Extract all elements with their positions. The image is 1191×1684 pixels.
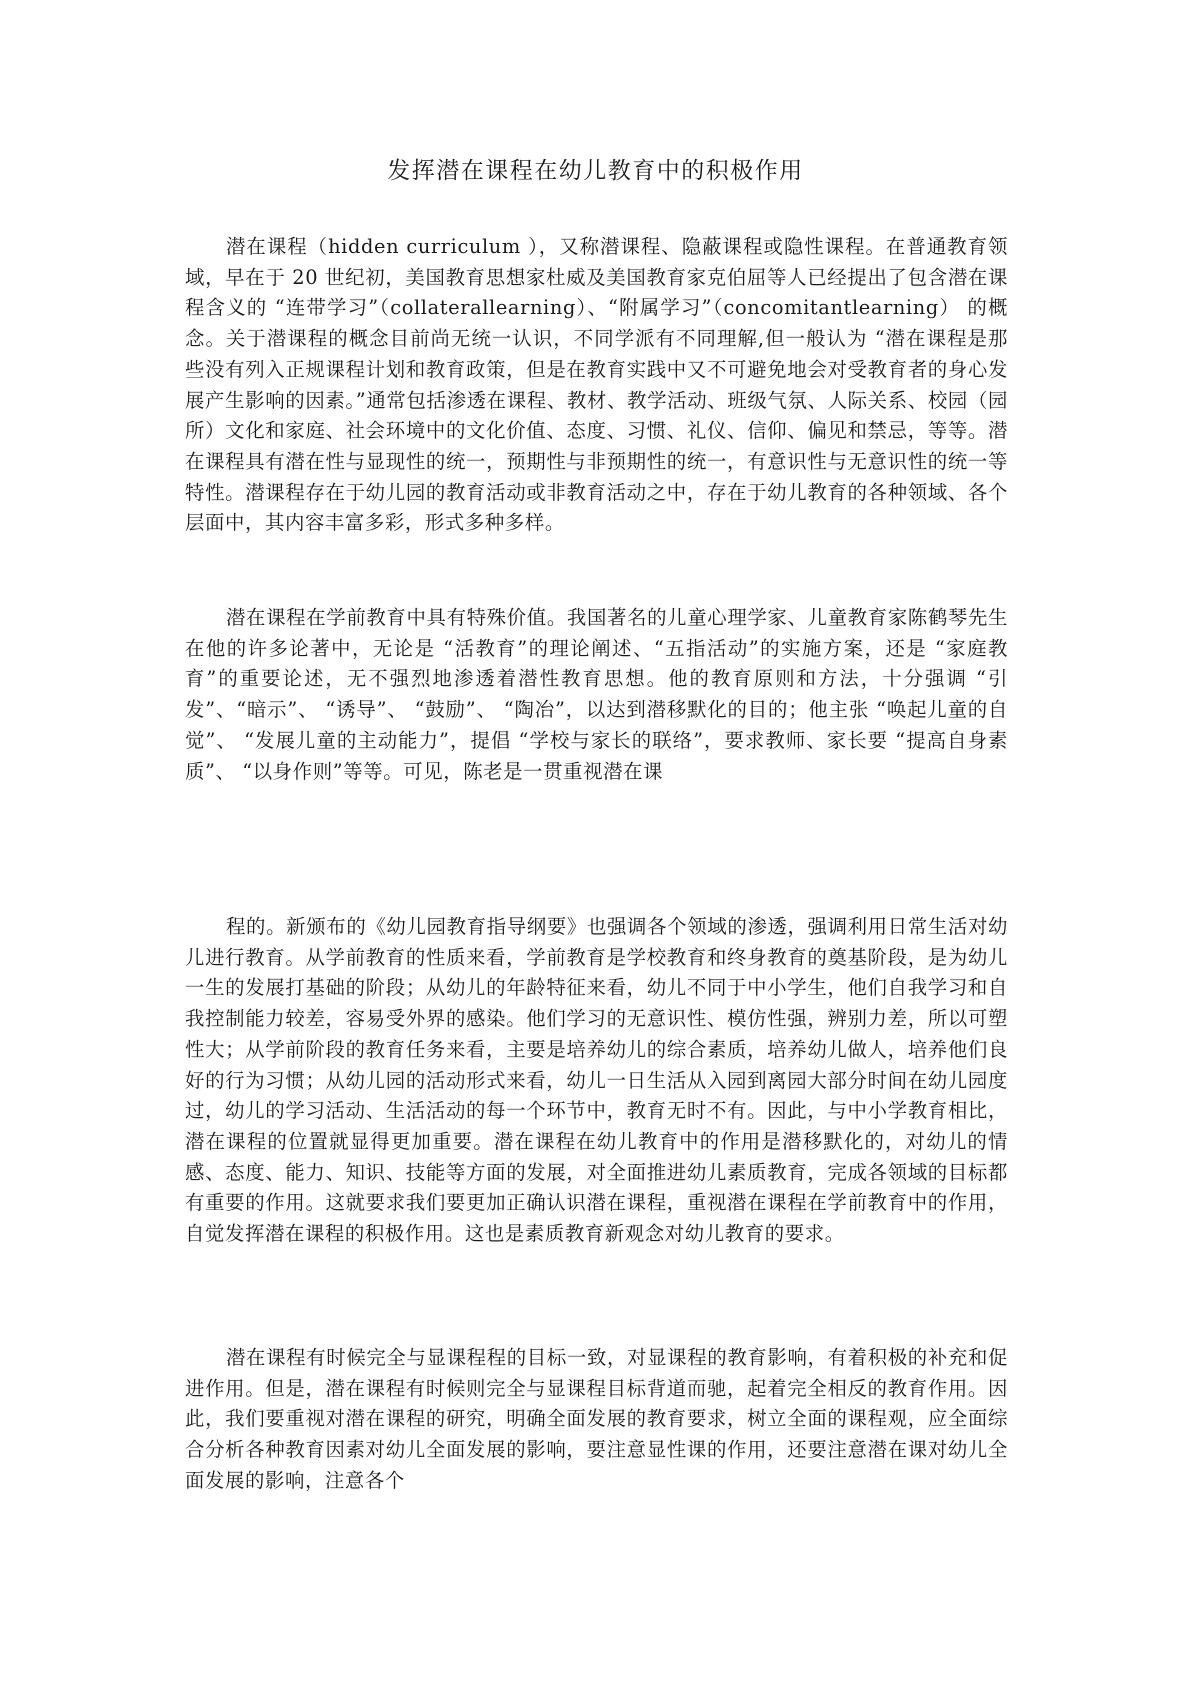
- paragraph: 潜在课程有时候完全与显课程程的目标一致，对显课程的教育影响，有着积极的补充和促进作用。但是，潜在课程有时候则完全与显课程目标背道而驰，起着完全相反的教育作用。因此，我们要重视对潜在课程的研究，明确全面发展的教育要求，树立全面的课程观，应全面综合分析各种教育因素对幼儿全面发展的影响，要注意显性课的作用，还要注意潜在课对幼儿全面发展的影响，注意各个: [185, 1346, 1008, 1492]
- document-title: 发挥潜在课程在幼儿教育中的积极作用: [387, 158, 804, 184]
- paragraph: 潜在课程在学前教育中具有特殊价值。我国著名的儿童心理学家、儿童教育家陈鹤琴先生在他的许多论著中，无论是 “活教育”的理论阐述、“五指活动”的实施方案，还是 “家庭教育”的重要论述，无不强烈地渗透着潜性教育思想。他的教育原则和方法，十分强调 “引发”、“暗示”、 “诱导”、 “鼓励”、 “陶冶”，以达到潜移默化的目的；他主张 “唤起儿童的自觉”、 “发展儿童的主动能力”，提倡 “学校与家长的联络”，要求教师、家长要 “提高自身素质”、 “以身作则”等等。可见，陈老是一贯重视潜在课: [185, 606, 1008, 783]
- paragraph: 程的。新颁布的《幼儿园教育指导纲要》也强调各个领域的渗透，强调利用日常生活对幼儿进行教育。从学前教育的性质来看，学前教育是学校教育和终身教育的奠基阶段，是为幼儿一生的发展打基础的阶段；从幼儿的年龄特征来看，幼儿不同于中小学生，他们自我学习和自我控制能力较差，容易受外界的感染。他们学习的无意识性、模仿性强，辨别力差，所以可塑性大；从学前阶段的教育任务来看，主要是培养幼儿的综合素质，培养幼儿做人，培养他们良好的行为习惯；从幼儿园的活动形式来看，幼儿一日生活从入园到离园大部分时间在幼儿园度过，幼儿的学习活动、生活活动的每一个环节中，教育无时不有。因此，与中小学教育相比，潜在课程的位置就显得更加重要。潜在课程在幼儿教育中的作用是潜移默化的，对幼儿的情感、态度、能力、知识、技能等方面的发展，对全面推进幼儿素质教育，完成各领域的目标都有重要的作用。这就要求我们要更加正确认识潜在课程，重视潜在课程在学前教育中的作用，自觉发挥潜在课程的积极作用。这也是素质教育新观念对幼儿教育的要求。: [185, 915, 1008, 1246]
- paragraph: 潜在课程（hidden curriculum ），又称潜课程、隐蔽课程或隐性课程。在普通教育领域，早在于 20 世纪初，美国教育思想家杜威及美国教育家克伯屈等人已经提出了包含潜在课程含义的 “连带学习”（collaterallearning）、“附属学习”（concomitantlearning） 的概念。关于潜课程的概念目前尚无统一认识，不同学派有不同理解,但一般认为 “潜在课程是那些没有列入正规课程计划和教育政策，但是在教育实践中又不可避免地会对受教育者的身心发展产生影响的因素。”通常包括渗透在课程、教材、教学活动、班级气氛、人际关系、校园（园所）文化和家庭、社会环境中的文化价值、态度、习惯、礼仪、信仰、偏见和禁忌，等等。潜在课程具有潜在性与显现性的统一，预期性与非预期性的统一，有意识性与无意识性的统一等特性。潜课程存在于幼儿园的教育活动或非教育活动之中，存在于幼儿教育的各种领域、各个层面中，其内容丰富多彩，形式多种多样。: [185, 235, 1008, 535]
